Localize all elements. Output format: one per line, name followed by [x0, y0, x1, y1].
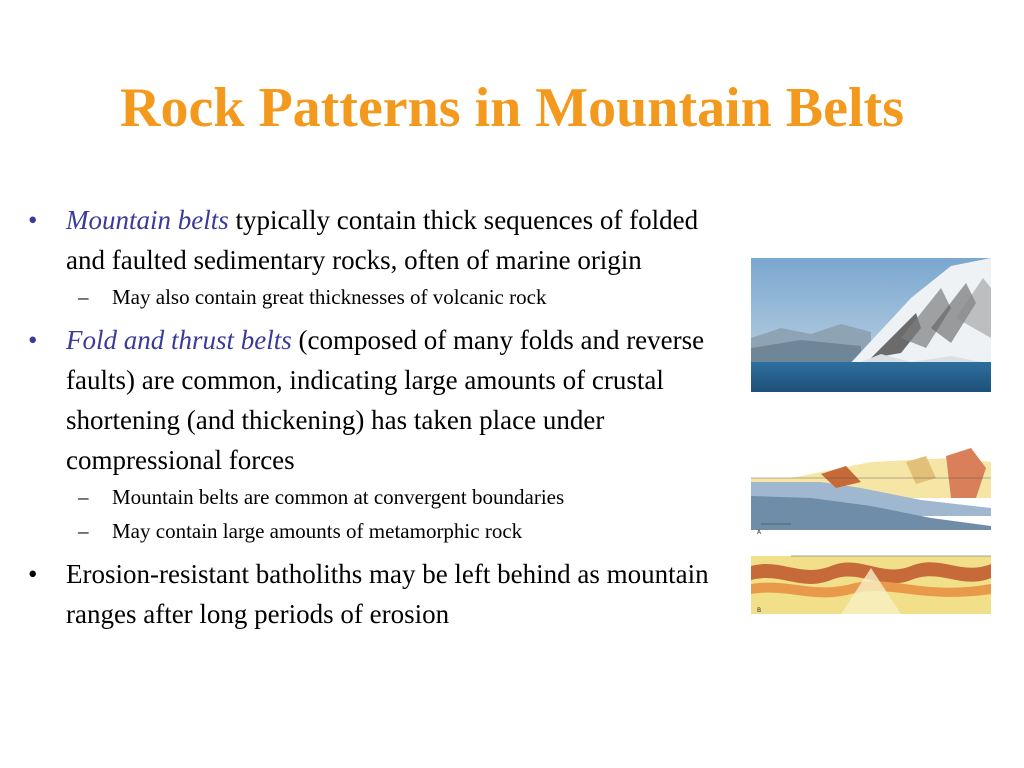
bullet-dot: • [28, 205, 38, 235]
sub-bullet-text: Mountain belts are common at convergent boundaries [112, 485, 565, 509]
bullet-list [28, 200, 740, 634]
sub-bullet-text: May contain large amounts of metamorphic rock [112, 519, 523, 543]
sub-bullet-dash: – [78, 485, 89, 509]
sub-bullet-item [28, 514, 740, 548]
bullet-item [28, 554, 740, 634]
bullet-term: Fold and thrust belts [66, 325, 292, 355]
bullet-text: Erosion-resistant batholiths may be left behind as mountain ranges after long periods of erosion [66, 559, 709, 629]
bullet-item [28, 200, 740, 280]
sub-bullet-item [28, 480, 740, 514]
svg-text:B: B [757, 607, 762, 614]
svg-text:A: A [757, 529, 762, 536]
sub-bullet-item [28, 280, 740, 314]
bullet-text: typically contain thick sequences of folded and faulted sedimentary rocks, often of marine origin [66, 205, 699, 275]
bullet-item [28, 320, 740, 480]
sub-bullet-text: May also contain great thicknesses of volcanic rock [112, 285, 547, 309]
fold-thrust-diagram [751, 438, 991, 614]
sub-bullet-dash: – [78, 519, 89, 543]
bullet-dot: • [28, 325, 38, 355]
sub-bullet-dash: – [78, 285, 89, 309]
bullet-dot: • [28, 559, 38, 589]
mountain-photo [751, 258, 991, 392]
bullet-term: Mountain belts [66, 205, 229, 235]
slide-title: Rock Patterns in Mountain Belts [120, 77, 904, 139]
bullet-text: (composed of many folds and reverse faults) are common, indicating large amounts of crustal shortening (and thickening) has taken place under compressional forces [66, 325, 705, 475]
